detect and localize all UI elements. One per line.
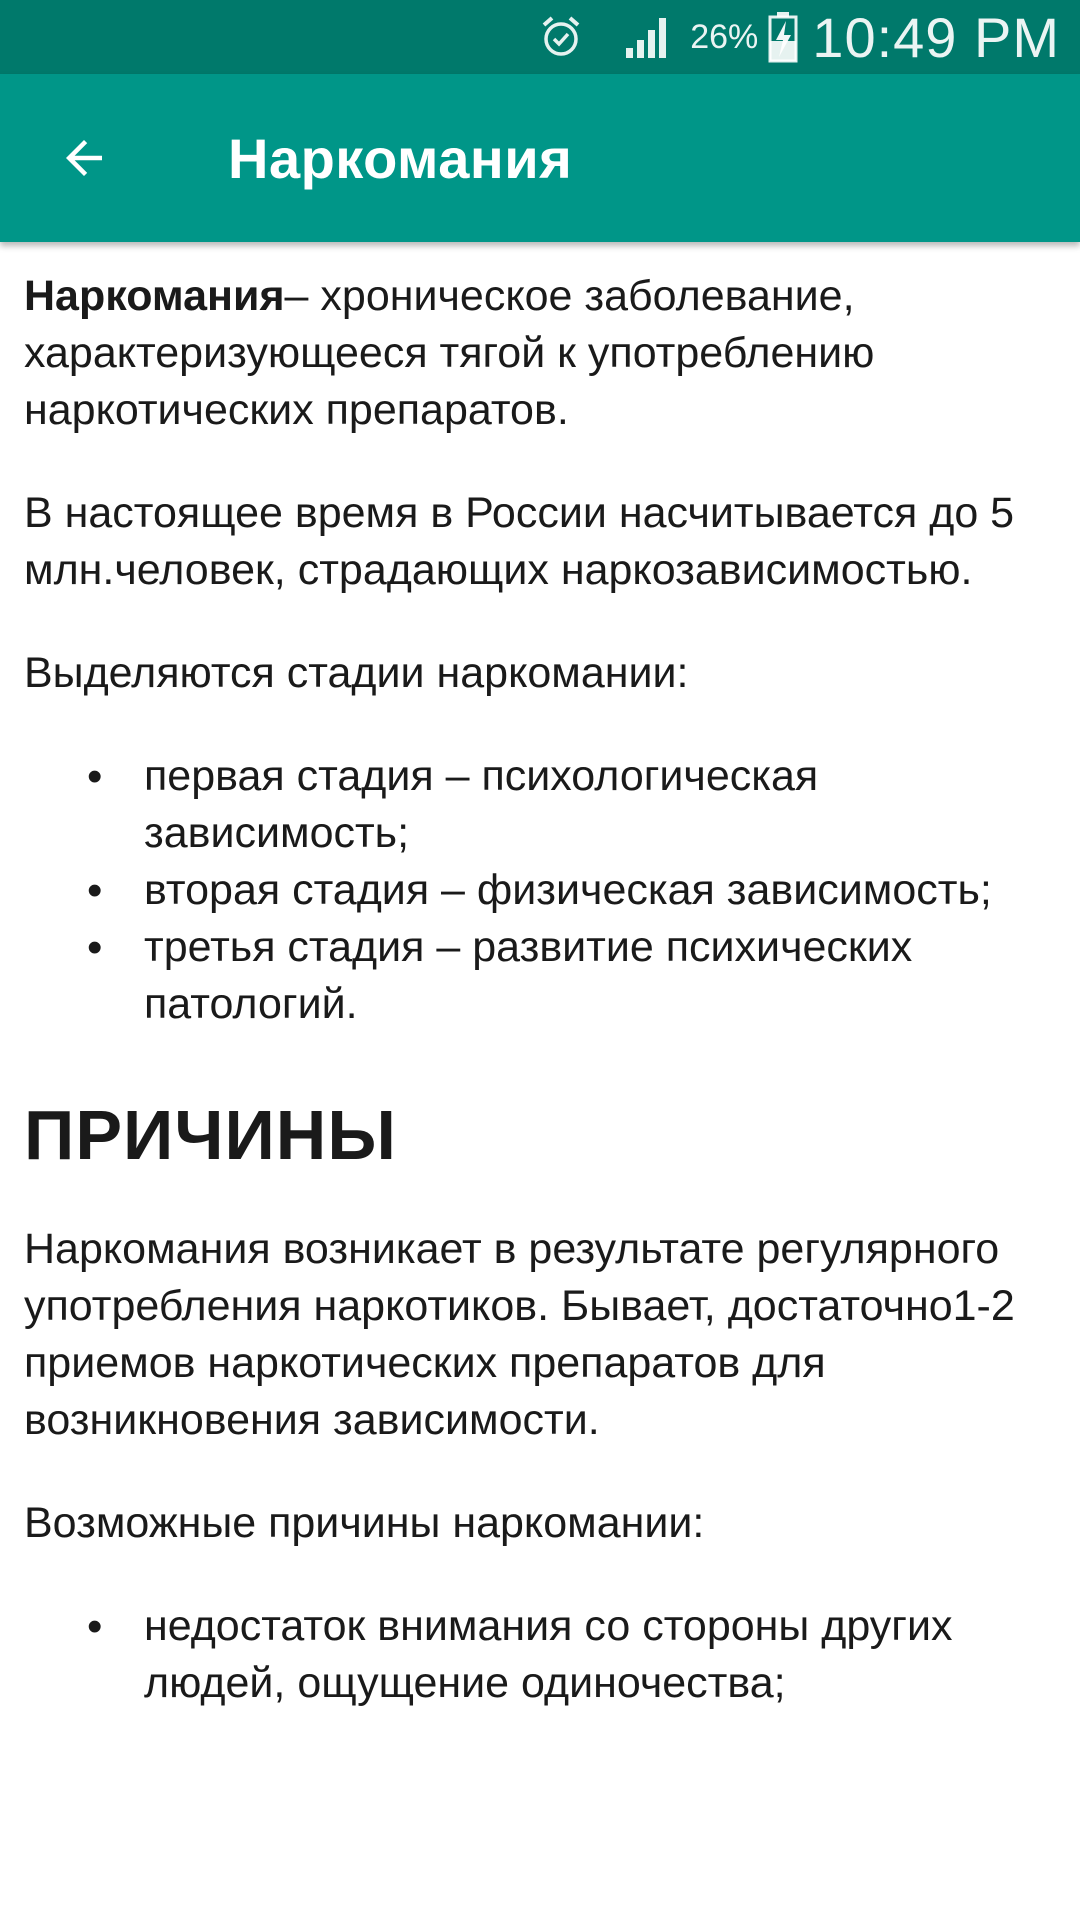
article-content <box>24 242 1060 1920</box>
causes-paragraph: Наркомания возникает в результате регулярного употребления наркотиков. Бывает, достаточно1-2 приемов наркотических препаратов для возникновения зависимости. <box>24 1225 1015 1444</box>
status-bar <box>0 0 1080 74</box>
page-title: Наркомания <box>228 126 573 190</box>
stages-list <box>24 748 1060 1033</box>
alarm-icon <box>538 14 584 60</box>
battery-charging-icon <box>768 11 798 63</box>
causes-list <box>24 1598 1060 1712</box>
app-bar <box>0 74 1080 242</box>
list-item: • первая стадия – психологическая зависимость; <box>144 748 1060 862</box>
intro-paragraph <box>24 268 1060 439</box>
section-heading-causes: ПРИЧИНЫ <box>24 1096 397 1174</box>
causes-list-title: Возможные причины наркомании: <box>24 1499 705 1547</box>
battery-percent: 26% <box>690 17 759 56</box>
back-button[interactable] <box>24 98 144 218</box>
list-item: • недостаток внимания со стороны других людей, ощущение одиночества; <box>144 1598 1060 1712</box>
arrow-left-icon <box>57 131 111 185</box>
list-item: • третья стадия – развитие психических патологий. <box>144 919 1060 1033</box>
statistics-paragraph: В настоящее время в России насчитывается до 5 млн.человек, страдающих наркозависимостью. <box>24 489 1015 594</box>
intro-text: – хроническое заболевание, характеризующееся тягой к употреблению наркотических препаратов. <box>24 272 875 434</box>
intro-term: Наркомания <box>24 272 285 320</box>
status-time: 10:49 PM <box>812 5 1060 69</box>
stages-title: Выделяются стадии наркомании: <box>24 649 689 697</box>
list-item: • вторая стадия – физическая зависимость; <box>144 862 1060 919</box>
signal-icon <box>624 14 672 60</box>
